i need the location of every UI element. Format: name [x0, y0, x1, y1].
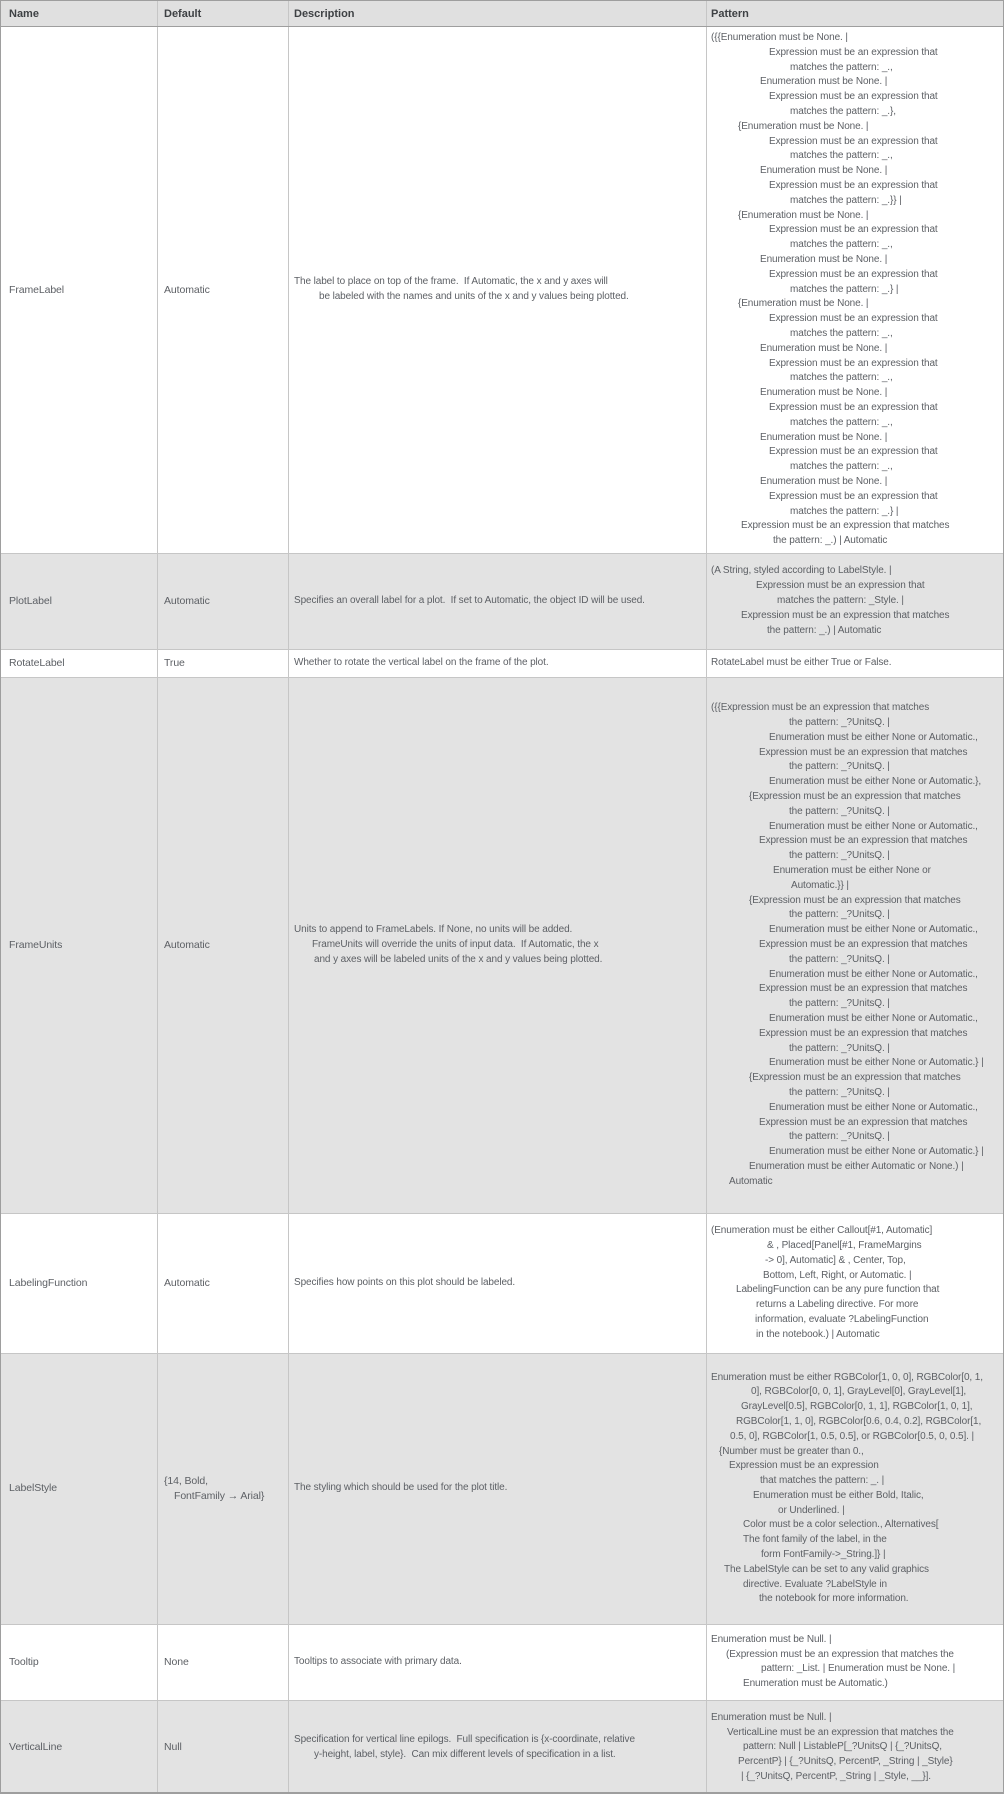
text-line: | {_?UnitsQ, PercentP, _String | _Style, __}].: [741, 1771, 931, 1783]
text-line: the pattern: _?UnitsQ. |: [789, 998, 890, 1010]
text-line: (Enumeration must be either Callout[#1, Automatic]: [711, 1225, 933, 1237]
name-cell: [1, 1625, 158, 1700]
text-line: {Enumeration must be None. |: [738, 298, 869, 310]
text-line: Expression must be an expression that: [769, 91, 938, 103]
text-line: the pattern: _?UnitsQ. |: [789, 850, 890, 862]
text-line: Specification for vertical line epilogs. Full specification is {x-coordinate, relative: [294, 1734, 635, 1746]
text-line: Units to append to FrameLabels. If None, no units will be added.: [294, 924, 573, 936]
text-line: {Expression must be an expression that matches: [749, 894, 961, 906]
text-line: matches the pattern: _.}} |: [790, 194, 902, 206]
text-line: FrameUnits: [9, 938, 63, 951]
text-line: matches the pattern: _.} |: [790, 283, 899, 295]
text-line: Enumeration must be either RGBColor[1, 0, 0], RGBColor[0, 1,: [711, 1371, 983, 1383]
text-line: Enumeration must be None. |: [760, 431, 888, 443]
text-line: Enumeration must be either None or Automatic.,: [769, 1012, 978, 1024]
text-line: {Expression must be an expression that matches: [749, 1072, 961, 1084]
text-line: Expression must be an expression that matches: [759, 1027, 968, 1039]
description-cell: [289, 1701, 707, 1794]
text-line: matches the pattern: _.,: [790, 461, 893, 473]
text-line: {Number must be greater than 0.,: [719, 1445, 864, 1457]
column-header-pattern: Pattern: [711, 7, 749, 20]
text-line: Expression must be an expression that: [769, 135, 938, 147]
description-cell: [289, 554, 707, 649]
text-line: Enumeration must be either None or Automatic.,: [769, 968, 978, 980]
table-row: [1, 1701, 1003, 1794]
name-cell: [1, 554, 158, 649]
text-line: Enumeration must be either None or Automatic.},: [769, 776, 982, 788]
text-line: RotateLabel must be either True or False.: [711, 656, 892, 668]
text-line: Expression must be an expression that matches: [741, 609, 950, 621]
text-line: matches the pattern: _.} |: [790, 505, 899, 517]
text-line: FrameLabel: [9, 283, 65, 296]
text-line: Expression must be an expression that: [769, 401, 938, 413]
text-line: matches the pattern: _.,: [790, 61, 893, 73]
text-line: None: [164, 1655, 189, 1668]
text-line: the pattern: _.) | Automatic: [767, 624, 882, 636]
name-cell: [1, 1354, 158, 1624]
text-line: The label to place on top of the frame. If Automatic, the x and y axes will: [294, 276, 608, 288]
text-line: Expression must be an expression: [729, 1460, 879, 1472]
pattern-cell: [707, 27, 1003, 553]
text-line: Enumeration must be either Automatic or None.) |: [749, 1160, 964, 1172]
text-line: Enumeration must be either None or Automatic.} |: [769, 1146, 984, 1158]
pattern-cell: [707, 1214, 1003, 1353]
text-line: RotateLabel: [9, 656, 65, 669]
table-body: [1, 27, 1003, 1794]
text-line: Enumeration must be either None or: [773, 865, 931, 876]
default-cell: [158, 1625, 289, 1700]
text-line: Enumeration must be either None or Automatic.} |: [769, 1057, 984, 1069]
text-line: Enumeration must be Null. |: [711, 1711, 832, 1723]
description-cell: [289, 650, 707, 677]
table-row: [1, 1354, 1003, 1625]
text-line: LabelingFunction can be any pure function that: [736, 1284, 940, 1296]
text-line: 0.5, 0], RGBColor[1, 0.5, 0.5], or RGBColor[0.5, 0, 0.5]. |: [730, 1430, 975, 1442]
text-line: pattern: Null | ListableP[_?UnitsQ | {_?UnitsQ,: [743, 1741, 942, 1753]
text-line: Tooltips to associate with primary data.: [294, 1655, 462, 1667]
text-line: Enumeration must be None. |: [760, 387, 888, 399]
text-line: VerticalLine: [9, 1741, 63, 1754]
table-row: [1, 27, 1003, 554]
text-line: Expression must be an expression that: [769, 224, 938, 236]
description-cell: [289, 27, 707, 553]
text-line: matches the pattern: _.,: [790, 327, 893, 339]
column-header-description: Description: [289, 1, 707, 26]
default-cell: [158, 650, 289, 677]
text-line: y-height, label, style}. Can mix different levels of specification in a list.: [314, 1748, 616, 1760]
text-line: matches the pattern: _.,: [790, 416, 893, 428]
text-line: The font family of the label, in the: [743, 1534, 887, 1546]
default-cell: [158, 1214, 289, 1353]
text-line: that matches the pattern: _. |: [760, 1475, 885, 1487]
name-cell: [1, 1701, 158, 1794]
text-line: directive. Evaluate ?LabelStyle in: [743, 1578, 887, 1590]
text-line: -> 0], Automatic] & , Center, Top,: [765, 1254, 906, 1266]
text-line: Color must be a color selection., Alternatives[: [743, 1519, 939, 1531]
text-line: Expression must be an expression that matches: [741, 520, 950, 532]
text-line: Enumeration must be either None or Automatic.,: [769, 731, 978, 743]
table-row: [1, 678, 1003, 1214]
pattern-cell: [707, 1625, 1003, 1700]
text-line: {Enumeration must be None. |: [738, 120, 869, 132]
text-line: Enumeration must be either None or Automatic.,: [769, 924, 978, 936]
text-line: Expression must be an expression that matches: [759, 983, 968, 995]
text-line: information, evaluate ?LabelingFunction: [755, 1313, 929, 1325]
text-line: form FontFamily->_String.]} |: [761, 1549, 886, 1561]
text-line: {14, Bold,: [164, 1475, 208, 1488]
text-line: the pattern: _?UnitsQ. |: [789, 909, 890, 921]
name-cell: [1, 27, 158, 553]
text-line: Expression must be an expression that: [769, 446, 938, 458]
text-line: Specifies an overall label for a plot. If set to Automatic, the object ID will be used.: [294, 594, 645, 606]
text-line: in the notebook.) | Automatic: [756, 1328, 880, 1340]
text-line: VerticalLine must be an expression that matches the: [727, 1726, 954, 1738]
text-line: Specifies how points on this plot should be labeled.: [294, 1276, 516, 1288]
text-line: Expression must be an expression that: [769, 179, 938, 191]
text-line: the pattern: _?UnitsQ. |: [789, 1131, 890, 1143]
text-line: the pattern: _?UnitsQ. |: [789, 953, 890, 965]
text-line: matches the pattern: _.,: [790, 372, 893, 384]
text-line: Enumeration must be None. |: [760, 253, 888, 265]
text-line: & , Placed[Panel[#1, FrameMargins: [767, 1240, 922, 1251]
text-line: Expression must be an expression that: [769, 490, 938, 502]
description-cell: [289, 678, 707, 1213]
pattern-cell: [707, 650, 1003, 677]
text-line: The LabelStyle can be set to any valid graphics: [724, 1563, 929, 1575]
text-line: GrayLevel[0.5], RGBColor[0, 1, 1], RGBColor[1, 0, 1],: [741, 1401, 973, 1413]
text-line: the pattern: _.) | Automatic: [773, 535, 888, 547]
text-line: Enumeration must be None. |: [760, 342, 888, 354]
text-line: {Enumeration must be None. |: [738, 209, 869, 221]
default-cell: [158, 1701, 289, 1794]
text-line: Expression must be an expression that: [769, 313, 938, 325]
text-line: FrameUnits will override the units of input data. If Automatic, the x: [312, 938, 599, 950]
description-cell: [289, 1354, 707, 1624]
text-line: RGBColor[1, 1, 0], RGBColor[0.6, 0.4, 0.2], RGBColor[1,: [736, 1415, 982, 1427]
text-line: Tooltip: [9, 1655, 39, 1668]
default-cell: [158, 554, 289, 649]
text-line: returns a Labeling directive. For more: [756, 1299, 919, 1311]
pattern-cell: [707, 678, 1003, 1213]
text-line: PlotLabel: [9, 594, 52, 607]
text-line: and y axes will be labeled units of the x and y values being plotted.: [314, 953, 603, 965]
text-line: Expression must be an expression that: [769, 46, 938, 58]
text-line: matches the pattern: _.,: [790, 239, 893, 251]
text-line: Enumeration must be either Bold, Italic,: [753, 1489, 924, 1501]
name-cell: [1, 1214, 158, 1353]
text-line: Expression must be an expression that: [769, 357, 938, 369]
text-line: Bottom, Left, Right, or Automatic. |: [763, 1269, 912, 1281]
text-line: Enumeration must be either None or Automatic.,: [769, 1101, 978, 1113]
text-line: The styling which should be used for the plot title.: [294, 1482, 508, 1494]
text-line: Enumeration must be None. |: [760, 475, 888, 487]
text-line: or Underlined. |: [778, 1504, 845, 1516]
text-line: PercentP} | {_?UnitsQ, PercentP, _String | _Style}: [738, 1756, 953, 1768]
text-line: Automatic: [164, 594, 210, 607]
table-row: [1, 650, 1003, 678]
text-line: Enumeration must be Null. |: [711, 1633, 832, 1645]
text-line: pattern: _List. | Enumeration must be None. |: [761, 1663, 956, 1675]
text-line: FontFamily → Arial}: [174, 1489, 265, 1502]
text-line: Null: [164, 1741, 182, 1754]
text-line: {Expression must be an expression that matches: [749, 791, 961, 803]
text-line: Automatic: [729, 1175, 773, 1187]
text-line: LabelingFunction: [9, 1276, 88, 1289]
text-line: True: [164, 656, 185, 669]
name-cell: [1, 678, 158, 1213]
name-cell: [1, 650, 158, 677]
text-line: Expression must be an expression that matches: [759, 1116, 968, 1128]
text-line: the pattern: _?UnitsQ. |: [789, 805, 890, 817]
text-line: be labeled with the names and units of the x and y values being plotted.: [319, 290, 629, 302]
column-header-name: Name: [1, 1, 158, 26]
text-line: the pattern: _?UnitsQ. |: [789, 1086, 890, 1098]
table-row: [1, 1625, 1003, 1701]
text-line: Automatic: [164, 1276, 210, 1289]
text-line: matches the pattern: _.},: [790, 105, 896, 117]
text-line: the pattern: _?UnitsQ. |: [789, 717, 890, 729]
text-line: ({{Enumeration must be None. |: [711, 32, 848, 43]
table-row: [1, 554, 1003, 650]
text-line: 0], RGBColor[0, 0, 1], GrayLevel[0], GrayLevel[1],: [751, 1386, 967, 1398]
text-line: the notebook for more information.: [759, 1593, 909, 1605]
text-line: the pattern: _?UnitsQ. |: [789, 1042, 890, 1054]
text-line: Automatic.}} |: [791, 879, 849, 891]
text-line: Automatic: [164, 283, 210, 296]
text-line: Expression must be an expression that: [756, 580, 925, 592]
text-line: matches the pattern: _Style. |: [777, 594, 904, 606]
default-cell: [158, 27, 289, 553]
default-cell: [158, 1354, 289, 1624]
text-line: (Expression must be an expression that matches the: [726, 1648, 954, 1660]
default-cell: [158, 678, 289, 1213]
pattern-cell: [707, 1701, 1003, 1794]
description-cell: [289, 1214, 707, 1353]
table-row: [1, 1214, 1003, 1354]
text-line: Expression must be an expression that: [769, 268, 938, 280]
text-line: LabelStyle: [9, 1482, 58, 1495]
text-line: the pattern: _?UnitsQ. |: [789, 761, 890, 773]
text-line: matches the pattern: _.,: [790, 150, 893, 162]
text-line: Enumeration must be None. |: [760, 165, 888, 177]
pattern-cell: [707, 554, 1003, 649]
text-line: Automatic: [164, 938, 210, 951]
column-header-default: Default: [158, 1, 289, 26]
text-line: (A String, styled according to LabelStyle. |: [711, 565, 892, 577]
description-cell: [289, 1625, 707, 1700]
pattern-cell: [707, 1354, 1003, 1624]
header-row: [1, 1, 1003, 27]
text-line: Whether to rotate the vertical label on the frame of the plot.: [294, 656, 549, 668]
text-line: Enumeration must be Automatic.): [743, 1678, 888, 1690]
text-line: Expression must be an expression that matches: [759, 835, 968, 847]
text-line: Enumeration must be either None or Automatic.,: [769, 820, 978, 832]
text-line: Expression must be an expression that matches: [759, 938, 968, 950]
text-line: Enumeration must be None. |: [760, 76, 888, 88]
text-line: ({{Expression must be an expression that matches: [711, 702, 930, 714]
text-line: Expression must be an expression that matches: [759, 746, 968, 758]
